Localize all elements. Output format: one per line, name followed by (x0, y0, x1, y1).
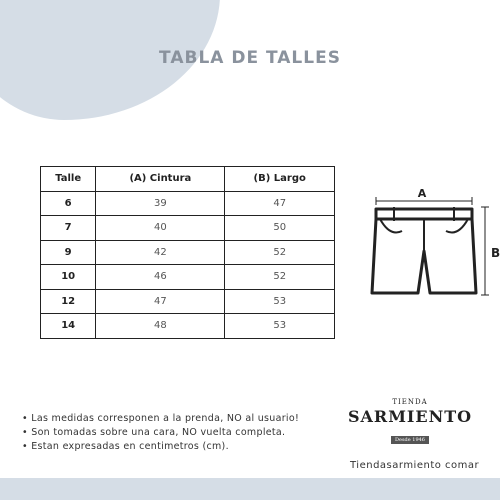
header-largo: (B) Largo (225, 167, 335, 192)
largo-cell: 52 (225, 265, 335, 290)
table-row (41, 191, 335, 216)
shorts-icon (372, 207, 476, 293)
talle-cell: 14 (41, 314, 96, 339)
website-text: Tiendasarmiento comar (350, 460, 480, 471)
cintura-cell: 47 (96, 289, 225, 314)
note-item: • Son tomadas sobre una cara, NO vuelta completa. (22, 426, 299, 440)
brand-logo (345, 398, 475, 445)
talle-cell: 6 (41, 191, 96, 216)
largo-cell: 53 (225, 289, 335, 314)
cintura-cell: 46 (96, 265, 225, 290)
label-a: A (417, 187, 427, 200)
logo-top-text: TIENDA (392, 398, 428, 406)
table-row (41, 265, 335, 290)
size-table (40, 166, 335, 339)
table-row (41, 314, 335, 339)
bottom-band (0, 478, 500, 500)
largo-cell: 47 (225, 191, 335, 216)
largo-cell: 52 (225, 240, 335, 265)
cintura-cell: 42 (96, 240, 225, 265)
cintura-cell: 40 (96, 216, 225, 241)
table-header-row (41, 167, 335, 192)
largo-cell: 53 (225, 314, 335, 339)
talle-cell: 7 (41, 216, 96, 241)
note-item: • Las medidas corresponen a la prenda, NO al usuario! (22, 412, 299, 426)
header-cintura: (A) Cintura (96, 167, 225, 192)
cintura-cell: 48 (96, 314, 225, 339)
talle-cell: 12 (41, 289, 96, 314)
label-b: B (491, 246, 500, 260)
largo-cell: 50 (225, 216, 335, 241)
header-talle: Talle (41, 167, 96, 192)
talle-cell: 10 (41, 265, 96, 290)
shorts-diagram (360, 185, 500, 309)
notes-list (22, 412, 299, 454)
table-row (41, 240, 335, 265)
table-row (41, 289, 335, 314)
talle-cell: 9 (41, 240, 96, 265)
logo-main-text: SARMIENTO (347, 407, 473, 426)
cintura-cell: 39 (96, 191, 225, 216)
note-item: • Estan expresadas en centimetros (cm). (22, 440, 299, 454)
table-row (41, 216, 335, 241)
logo-tagline: Desde 1946 (391, 436, 429, 444)
page-title: TABLA DE TALLES (159, 48, 341, 68)
